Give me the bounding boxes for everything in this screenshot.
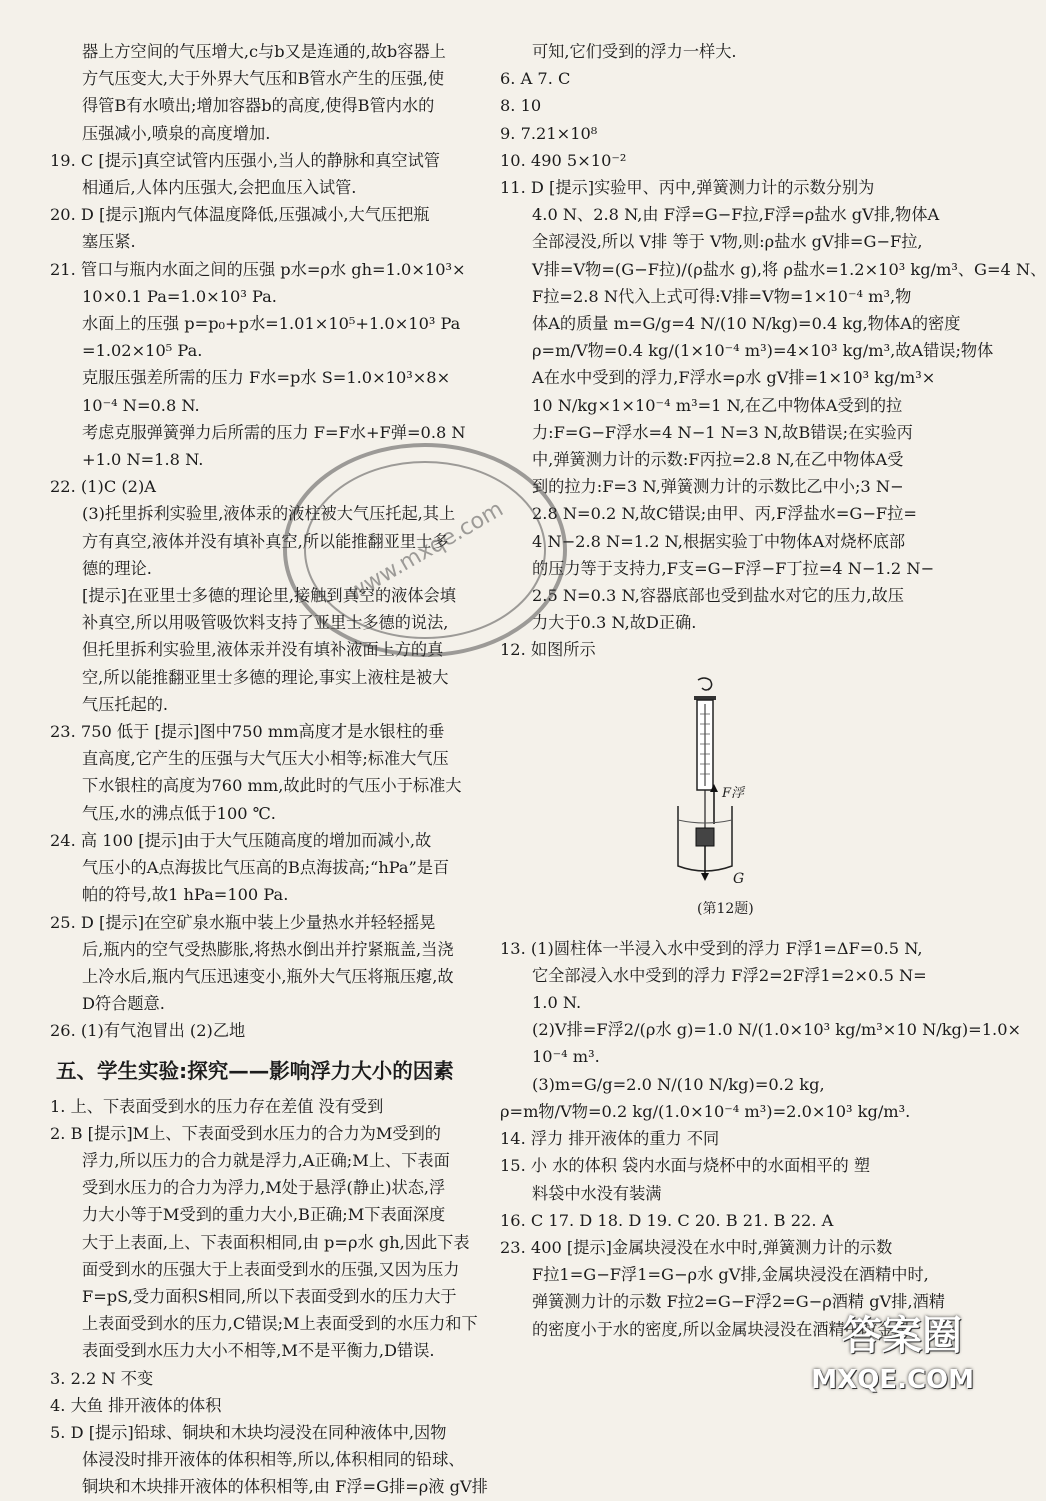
text-line: (3)m=G/g=2.0 N/(10 N/kg)=0.2 kg, <box>532 1074 825 1094</box>
figure-caption: (第12题) <box>697 900 754 917</box>
text-line: 4. 大鱼 排开液体的体积 <box>50 1395 222 1415</box>
text-line: 弹簧测力计的示数 F拉2=G−F浮2=G−ρ酒精 gV排,酒精 <box>532 1292 945 1312</box>
text-line: 中,弹簧测力计的示数:F丙拉=2.8 N,在乙中物体A受 <box>532 450 904 470</box>
brand-name: 答案圈 <box>842 1313 962 1359</box>
text-line: 方气压变大,大于外界大气压和B管水产生的压强,使 <box>82 69 445 89</box>
text-line: 10⁻⁴ m³. <box>532 1047 600 1067</box>
hand-icon <box>698 678 712 690</box>
text-line: 8. 10 <box>500 96 542 116</box>
text-line: 10 N/kg×1×10⁻⁴ m³=1 N,在乙中物体A受到的拉 <box>532 395 903 415</box>
text-line: 21. 管口与瓶内水面之间的压强 p水=ρ水 gh=1.0×10³× <box>50 259 466 279</box>
text-line: 器上方空间的气压增大,c与b又是连通的,故b容器上 <box>82 42 446 61</box>
text-line: F=pS,受力面积S相同,所以下表面受到水的压力大于 <box>82 1286 457 1306</box>
text-line: 帕的符号,故1 hPa=100 Pa. <box>82 885 289 905</box>
object-block <box>696 828 714 846</box>
text-line: (2)V排=F浮2/(ρ水 g)=1.0 N/(1.0×10³ kg/m³×10 N/kg)=1.0× <box>532 1020 1022 1040</box>
watermark-stamp <box>270 430 580 670</box>
gravity-label: G <box>733 870 745 887</box>
figure-12 <box>500 670 945 935</box>
text-line: 13. (1)圆柱体一半浸入水中受到的浮力 F浮1=ΔF=0.5 N, <box>500 938 923 958</box>
text-line: 空,所以能推翻亚里士多德的理论,事实上液柱是被大 <box>82 667 449 687</box>
text-line: 26. (1)有气泡冒出 (2)乙地 <box>50 1021 246 1041</box>
text-line: ρ=m物/V物=0.2 kg/(1.0×10⁻⁴ m³)=2.0×10³ kg/m³. <box>500 1101 911 1121</box>
section-title: 五、学生实验:探究——影响浮力大小的因素 <box>56 1058 454 1083</box>
left-answers-part-2 <box>50 1093 490 1501</box>
text-line: 4 N−2.8 N=1.2 N,根据实验丁中物体A对烧杯底部 <box>532 531 906 551</box>
text-line: 力大小等于M受到的重力大小,B正确;M下表面深度 <box>82 1205 446 1225</box>
text-line: 受到水压力的合力为浮力,M处于悬浮(静止)状态,浮 <box>82 1178 446 1198</box>
text-line: 10×0.1 Pa=1.0×10³ Pa. <box>82 286 277 306</box>
text-line: 上表面受到水的压力,C错误;M上表面受到的水压力和下 <box>82 1314 478 1334</box>
text-line: 9. 7.21×10⁸ <box>500 123 598 143</box>
brand-url: MXQE.COM <box>811 1365 974 1395</box>
text-line: 下水银柱的高度为760 mm,故此时的气压小于标准大 <box>82 776 462 796</box>
text-line: 德的理论. <box>82 558 152 578</box>
text-line: 12. 如图所示 <box>500 640 596 660</box>
text-line: 25. D [提示]在空矿泉水瓶中装上少量热水并轻轻摇晃 <box>50 912 436 932</box>
text-line: =1.02×10⁵ Pa. <box>82 341 203 361</box>
text-line: 10⁻⁴ N=0.8 N. <box>82 395 200 415</box>
text-line: 全部浸没,所以 V排 等于 V物,则:ρ盐水 gV排=G−F拉, <box>532 232 923 252</box>
text-line: 14. 浮力 排开液体的重力 不同 <box>500 1129 720 1149</box>
text-line: 气压托起的. <box>82 694 169 714</box>
text-line: 15. 小 水的体积 袋内水面与烧杯中的水面相平的 塑 <box>500 1156 871 1176</box>
text-line: 大于上表面,上、下表面积相同,由 p=ρ水 gh,因此下表 <box>82 1232 470 1252</box>
text-line: 力大于0.3 N,故D正确. <box>532 613 697 633</box>
text-line: 20. D [提示]瓶内气体温度降低,压强减小,大气压把瓶 <box>50 205 430 225</box>
text-line: [提示]在亚里士多德的理论里,接触到真空的液体会填 <box>82 586 456 606</box>
text-line: 的压力等于支持力,F支=G−F浮−F丁拉=4 N−1.2 N− <box>532 558 935 578</box>
text-line: F拉=2.8 N代入上式可得:V排=V物=1×10⁻⁴ m³,物 <box>532 286 912 306</box>
text-line: 力:F=G−F浮水=4 N−1 N=3 N,故B错误;在实验丙 <box>532 422 913 442</box>
text-line: 铜块和木块排开液体的体积相等,由 F浮=G排=ρ液 gV排 <box>82 1477 488 1497</box>
text-line: 得管B有水喷出;增加容器b的高度,使得B管内水的 <box>82 96 435 116</box>
text-line: D符合题意. <box>82 994 165 1014</box>
text-line: 气压小的A点海拔比气压高的B点海拔高;“hPa”是百 <box>82 858 450 878</box>
text-line: 浮力,所以压力的合力就是浮力,A正确;M上、下表面 <box>82 1150 450 1170</box>
text-line: 10. 490 5×10⁻² <box>500 150 627 170</box>
text-line: 到的拉力:F=3 N,弹簧测力计的示数比乙中小;3 N− <box>532 477 904 497</box>
gravity-arrowhead <box>701 873 709 881</box>
text-line: 1. 上、下表面受到水的压力存在差值 没有受到 <box>50 1096 384 1116</box>
text-line: 补真空,所以用吸管吸饮料支持了亚里士多德的说法, <box>82 613 449 633</box>
text-line: 它全部浸入水中受到的浮力 F浮2=2F浮1=2×0.5 N= <box>532 965 927 985</box>
text-line: 表面受到水压力大小不相等,M不是平衡力,D错误. <box>82 1341 435 1361</box>
text-line: 克服压强差所需的压力 F水=p水 S=1.0×10³×8× <box>82 368 451 388</box>
text-line: 但托里拆利实验里,液体汞并没有填补液面上方的真 <box>82 640 444 660</box>
text-line: 19. C [提示]真空试管内压强小,当人的静脉和真空试管 <box>50 150 440 170</box>
text-line: 2.8 N=0.2 N,故C错误;由甲、丙,F浮盐水=G−F拉= <box>532 504 917 524</box>
text-line: +1.0 N=1.8 N. <box>82 450 204 470</box>
text-line: 16. C 17. D 18. D 19. C 20. B 21. B 22. A <box>500 1210 834 1230</box>
text-line: 4.0 N、2.8 N,由 F浮=G−F拉,F浮=ρ盐水 gV排,物体A <box>532 205 940 225</box>
text-line: 22. (1)C (2)A <box>50 477 156 497</box>
text-line: 5. D [提示]铅球、铜块和木块均浸没在同种液体中,因物 <box>50 1422 447 1442</box>
text-line: (3)托里拆利实验里,液体汞的液柱被大气压托起,其上 <box>82 504 456 524</box>
text-line: 2.5 N=0.3 N,容器底部也受到盐水对它的压力,故压 <box>532 586 904 606</box>
text-line: 面受到水的压强大于上表面受到水的压强,又因为压力 <box>82 1259 460 1279</box>
text-line: 方有真空,液体并没有填补真空,所以能推翻亚里士多 <box>82 531 449 551</box>
text-line: 11. D [提示]实验甲、丙中,弹簧测力计的示数分别为 <box>500 178 875 198</box>
left-column <box>50 38 490 1501</box>
text-line: 上冷水后,瓶内气压迅速变小,瓶外大气压将瓶压瘪,故 <box>82 966 454 986</box>
text-line: A在水中受到的浮力,F浮水=ρ水 gV排=1×10³ kg/m³× <box>532 368 936 388</box>
text-line: 23. 400 [提示]金属块浸没在水中时,弹簧测力计的示数 <box>500 1237 893 1257</box>
text-line: 24. 高 100 [提示]由于大气压随高度的增加而减小,故 <box>50 830 432 850</box>
force-label: F浮 <box>722 785 745 801</box>
text-line: 体浸没时排开液体的体积相等,所以,体积相同的铅球、 <box>82 1450 465 1470</box>
text-line: 料袋中水没有装满 <box>532 1183 662 1203</box>
text-line: 2. B [提示]M上、下表面受到水压力的合力为M受到的 <box>50 1123 441 1143</box>
text-line: 直高度,它产生的压强与大气压大小相等;标准大气压 <box>82 749 449 769</box>
stamp-text: www.mxqe.com <box>343 496 508 606</box>
text-line: 水面上的压强 p=p₀+p水=1.01×10⁵+1.0×10³ Pa <box>82 314 461 334</box>
text-line: 压强减小,喷泉的高度增加. <box>82 123 271 143</box>
text-line: 考虑克服弹簧弹力后所需的压力 F=F水+F弹=0.8 N <box>82 422 466 442</box>
text-line: 后,瓶内的空气受热膨胀,将热水倒出并拧紧瓶盖,当浇 <box>82 939 454 959</box>
right-column <box>500 38 1046 1343</box>
right-answers-part-2 <box>500 935 1022 1343</box>
text-line: V排=V物=(G−F拉)/(ρ盐水 g),将 ρ盐水=1.2×10³ kg/m³、G=4 N、 <box>532 259 1046 279</box>
text-line: ρ=m/V物=0.4 kg/(1×10⁻⁴ m³)=4×10³ kg/m³,故A错误;物体 <box>532 341 994 361</box>
text-line: 的密度小于水的密度,所以金属块浸没在酒精中时金属 <box>532 1319 910 1339</box>
text-line: 相通后,人体内压强大,会把血压入试管. <box>82 178 357 198</box>
text-line: 1.0 N. <box>532 993 582 1013</box>
text-line: 23. 750 低于 [提示]图中750 mm高度才是水银柱的垂 <box>50 722 445 742</box>
text-line: 气压,水的沸点低于100 ℃. <box>82 803 276 823</box>
text-line: 6. A 7. C <box>500 69 571 89</box>
text-line: 塞压紧. <box>82 232 136 252</box>
text-line: F拉1=G−F浮1=G−ρ水 gV排,金属块浸没在酒精中时, <box>532 1265 929 1285</box>
text-line: 3. 2.2 N 不变 <box>50 1368 154 1388</box>
spring-scale-diagram <box>650 674 770 894</box>
text-line: 可知,它们受到的浮力一样大. <box>532 42 737 61</box>
brand-logo <box>806 1305 992 1405</box>
text-line: 体A的质量 m=G/g=4 N/(10 N/kg)=0.4 kg,物体A的密度 <box>532 314 961 334</box>
